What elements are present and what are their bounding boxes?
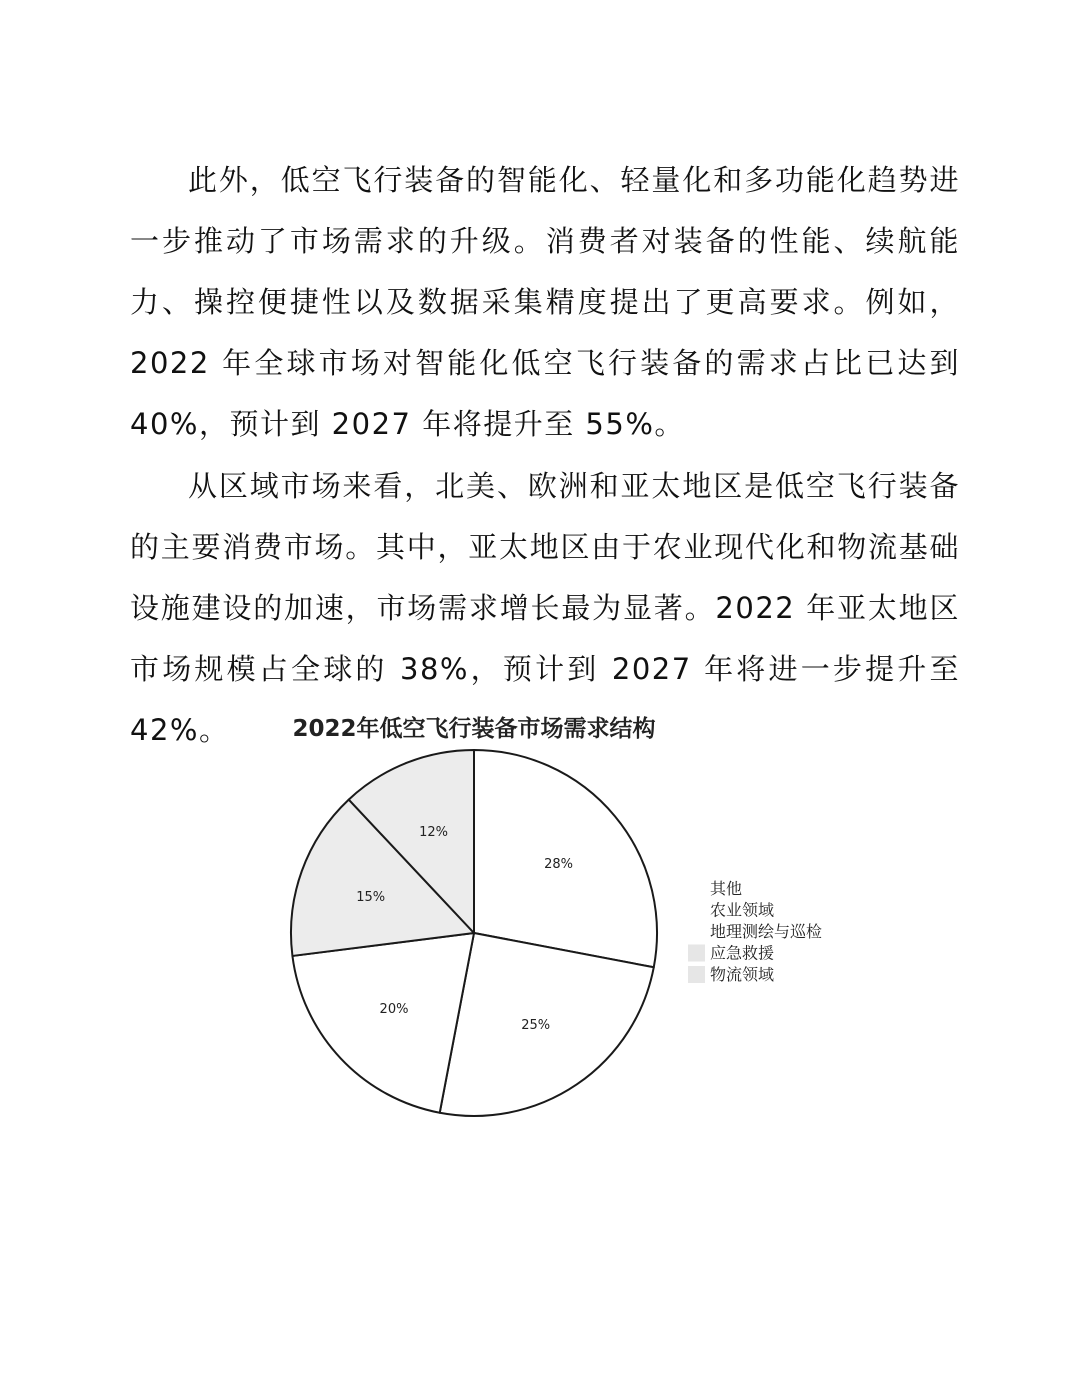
slice-label-3: 20% bbox=[379, 1002, 409, 1018]
legend-swatch-2 bbox=[688, 902, 705, 919]
legend-item-2: 农业领域 bbox=[710, 900, 775, 920]
chart-title: 2022年低空飞行装备市场需求结构 bbox=[292, 716, 656, 742]
legend-item-3: 地理测绘与巡检 bbox=[710, 922, 823, 941]
legend-swatch-5 bbox=[688, 966, 705, 983]
paragraph-intelligent-trend: 此外，低空飞行装备的智能化、轻量化和多功能化趋势进一步推动了市场需求的升级。消费者对装备的性能、续航能力、操控便捷性以及数据采集精度提出了更高要求。例如，2022 年全球市场对智能化低空飞行装备的需求占比已达到 40%，预计到 2027 年将提升至 55%。 bbox=[130, 163, 960, 441]
pie-slices bbox=[291, 750, 657, 1116]
pie-chart bbox=[0, 700, 1080, 1140]
legend-swatch-3 bbox=[688, 923, 705, 940]
legend-item-1: 其他 bbox=[710, 879, 743, 898]
legend-swatch-1 bbox=[688, 880, 705, 897]
paragraph-regional-market: 从区域市场来看，北美、欧洲和亚太地区是低空飞行装备的主要消费市场。其中，亚太地区由于农业现代化和物流基础设施建设的加速，市场需求增长最为显著。2022 年亚太地区市场规模占全球的 38%，预计到 2027 年将进一步提升至 42%。 bbox=[130, 469, 960, 747]
slice-label-1: 28% bbox=[544, 857, 574, 872]
slice-label-4: 15% bbox=[356, 889, 386, 905]
slice-label-5: 12% bbox=[419, 824, 449, 840]
legend-item-5: 物流领域 bbox=[710, 965, 775, 984]
slice-label-2: 25% bbox=[521, 1017, 551, 1033]
chart-legend bbox=[688, 879, 822, 984]
legend-swatch-4 bbox=[688, 945, 705, 962]
legend-item-4: 应急救援 bbox=[710, 943, 775, 963]
